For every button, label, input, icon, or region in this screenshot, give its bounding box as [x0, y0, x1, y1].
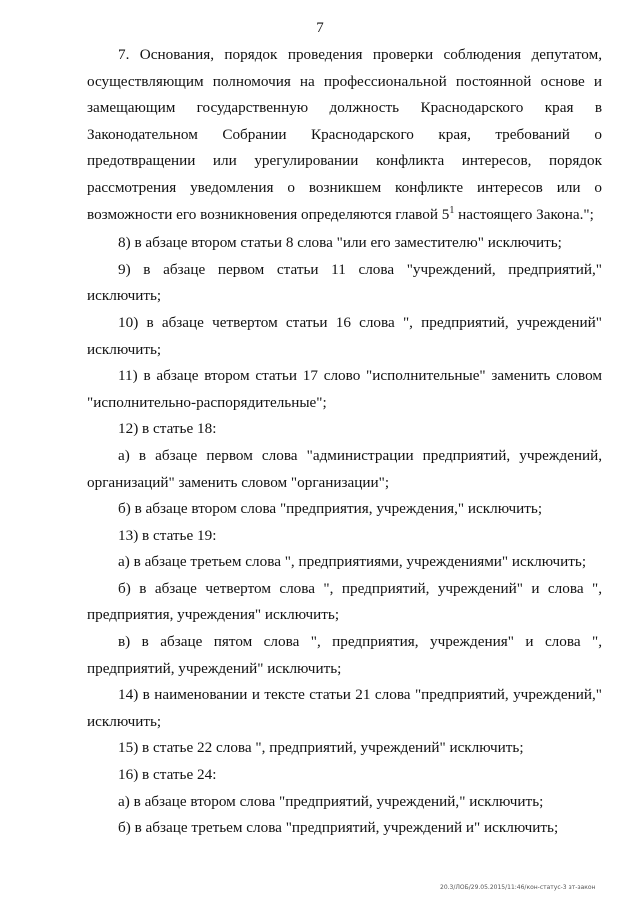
- paragraph-8: 8) в абзаце втором статьи 8 слова "или его заместителю" исключить;: [118, 234, 562, 252]
- paragraph-9: 9) в абзаце первом статьи 11 слова "учреждений, предприятий," исключить;: [87, 260, 602, 305]
- document-body: [87, 42, 602, 842]
- paragraph-7: [87, 42, 602, 230]
- paragraph-10: 10) в абзаце четвертом статьи 16 слова ", предприятий, учреждений" исключить;: [87, 313, 602, 358]
- paragraph-13: 13) в статье 19:: [118, 526, 217, 544]
- paragraph-13a: а) в абзаце третьем слова ", предприятиями, учреждениями" исключить;: [118, 553, 587, 571]
- paragraph-7-end: настоящего Закона.";: [454, 205, 594, 223]
- paragraph-12b: б) в абзаце втором слова "предприятия, учреждения," исключить;: [118, 500, 543, 518]
- paragraph-16: 16) в статье 24:: [118, 766, 217, 784]
- footer-code: 20.3/ЛОБ/29.05.2015/11:46/кон-статус-3 зт-закон: [440, 884, 596, 891]
- paragraph-11: 11) в абзаце втором статьи 17 слово "исполнительные" заменить словом "исполнительно-распорядительные";: [87, 367, 602, 411]
- paragraph-12a: а) в абзаце первом слова "администрации предприятий, учреждений, организаций" заменить словом "организации";: [87, 446, 602, 491]
- paragraph-12: 12) в статье 18:: [118, 420, 217, 438]
- paragraph-16a: а) в абзаце втором слова "предприятий, учреждений," исключить;: [118, 792, 544, 810]
- paragraph-16b: б) в абзаце третьем слова "предприятий, учреждений и" исключить;: [118, 819, 559, 837]
- paragraph-14: 14) в наименовании и тексте статьи 21 слова "предприятий, учреждений," исключить;: [87, 686, 602, 730]
- page-number: 7: [316, 20, 324, 36]
- paragraph-15: 15) в статье 22 слова ", предприятий, учреждений" исключить;: [118, 739, 524, 757]
- paragraph-7-text: 7. Основания, порядок проведения проверки соблюдения депутатом, осуществляющим полномочия на профессиональной постоянной основе и замещающим государственную должность Краснодарского края в Законодательном Собрании Краснодарского края, требований о предотвращении или урегулировании конфликта интересов, порядок рассмотрения уведомления о возникшем конфликте интересов или о возможности его возникновения определяются главой 5: [87, 46, 602, 223]
- paragraph-13b: б) в абзаце четвертом слова ", предприятий, учреждений" и слова ", предприятия, учреждения" исключить;: [87, 579, 602, 624]
- superscript: 1: [449, 204, 455, 216]
- paragraph-13v: в) в абзаце пятом слова ", предприятия, учреждения" и слова ", предприятий, учреждений" исключить;: [87, 633, 602, 677]
